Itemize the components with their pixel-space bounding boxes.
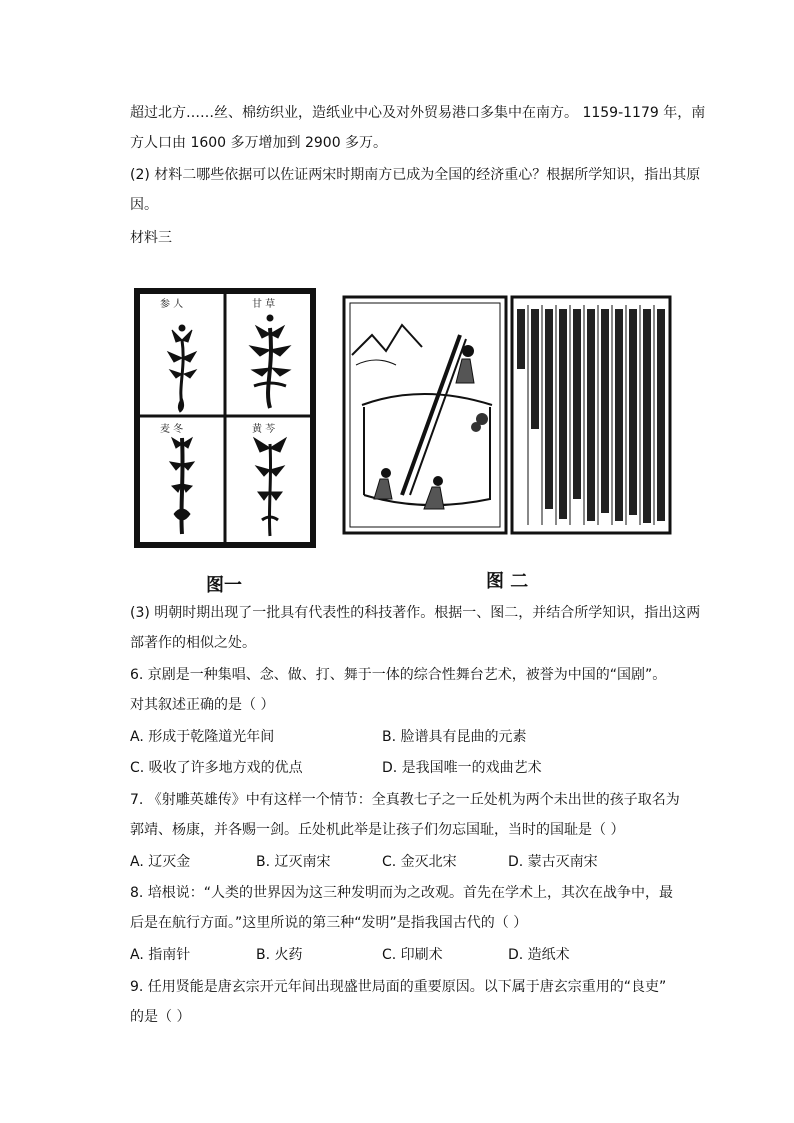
question-6-option-b: B. 脸谱具有昆曲的元素 [382, 729, 527, 745]
question-8-option-d: D. 造纸术 [508, 947, 570, 963]
material2-text-line-1: 超过北方……丝、棉纺织业，造纸业中心及对外贸易港口多集中在南方。 1159-1179 年，南 [130, 105, 706, 121]
question-6-line-1: 6. 京剧是一种集唱、念、做、打、舞于一体的综合性舞台艺术，被誉为中国的“国剧”。 [130, 667, 667, 683]
figure-1-label-1: 参 人 [160, 299, 184, 310]
question-6-line-2: 对其叙述正确的是（ ） [130, 697, 275, 713]
question-8-option-c: C. 印刷术 [382, 947, 443, 963]
question-7-option-a: A. 辽灭金 [130, 854, 191, 870]
question-2-line-1: (2) 材料二哪些依据可以佐证两宋时期南方已成为全国的经济重心？根据所学知识，指出其原 [130, 167, 701, 183]
figure-2-caption: 图 二 [486, 571, 529, 592]
question-7-option-b: B. 辽灭南宋 [256, 854, 331, 870]
question-7-line-2: 郭靖、杨康，并各赐一剑。丘处机此举是让孩子们勿忘国耻，当时的国耻是（ ） [130, 822, 625, 838]
question-6-option-d: D. 是我国唯一的戏曲艺术 [382, 760, 542, 776]
question-9-line-1: 9. 任用贤能是唐玄宗开元年间出现盛世局面的重要原因。以下属于唐玄宗重用的“良吏” [130, 979, 667, 995]
figure-1-caption: 图一 [206, 575, 242, 596]
question-7-line-1: 7. 《射雕英雄传》中有这样一个情节：全真教七子之一丘处机为两个未出世的孩子取名为 [130, 792, 680, 808]
material-3-label: 材料三 [130, 230, 172, 246]
question-6-option-a: A. 形成于乾隆道光年间 [130, 729, 275, 745]
question-3-line-2: 部著作的相似之处。 [130, 635, 256, 651]
figure-1-label-2: 甘 草 [252, 299, 276, 310]
figure-1-herbal-illustration [134, 288, 316, 548]
material2-text-line-2: 方人口由 1600 多万增加到 2900 多万。 [130, 135, 388, 151]
question-3-line-1: (3) 明朝时期出现了一批具有代表性的科技著作。根据一、图二，并结合所学知识，指出这两 [130, 605, 701, 621]
question-7-option-d: D. 蒙古灭南宋 [508, 854, 598, 870]
figure-2-book-illustration [342, 295, 672, 535]
question-8-option-b: B. 火药 [256, 947, 303, 963]
question-8-line-2: 后是在航行方面。”这里所说的第三种“发明”是指我国古代的（ ） [130, 915, 528, 931]
question-2-line-2: 因。 [130, 197, 158, 213]
question-8-option-a: A. 指南针 [130, 947, 191, 963]
question-6-option-c: C. 吸收了许多地方戏的优点 [130, 760, 303, 776]
question-7-option-c: C. 金灭北宋 [382, 854, 457, 870]
question-8-line-1: 8. 培根说：“人类的世界因为这三种发明而为之改观。首先在学术上，其次在战争中，最 [130, 885, 674, 901]
figure-1-label-4: 黄 芩 [252, 424, 276, 435]
question-9-line-2: 的是（ ） [130, 1009, 191, 1025]
figure-1-label-3: 麦 冬 [160, 424, 184, 435]
